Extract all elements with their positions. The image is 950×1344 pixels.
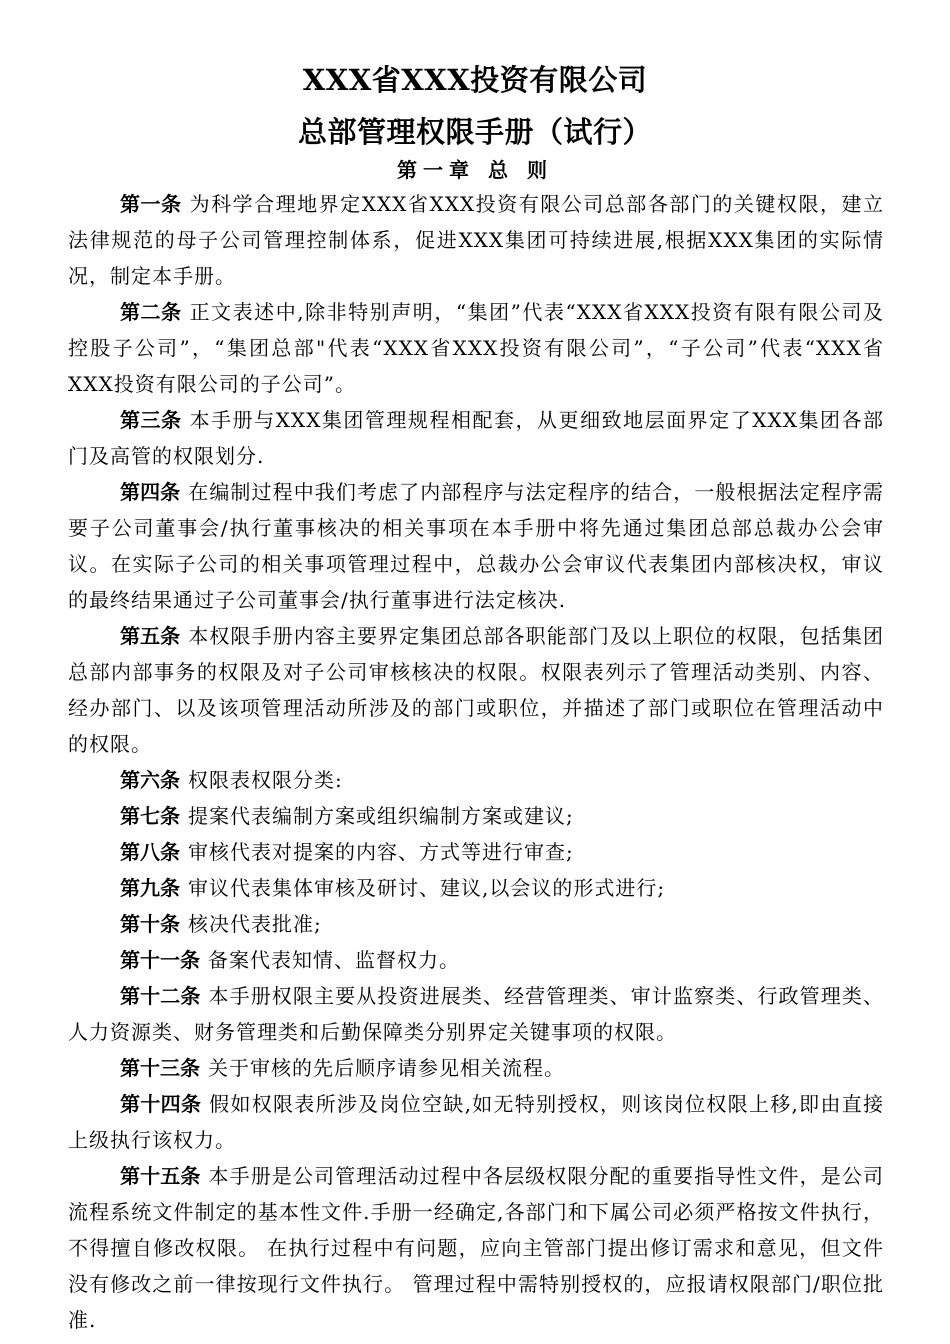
article-11 [68,942,884,978]
article-text: 关于审核的先后顺序请参见相关流程。 [208,1056,565,1080]
article-text: 审议代表集体审核及研讨、建议,以会议的形式进行; [188,876,666,900]
article-text: 本手册是公司管理活动过程中各层级权限分配的重要指导性文件，是公司流程系统文件制定的基本性文件.手册一经确定,各部门和下属公司必须严格按文件执行，不得擅自修改权限。 在执行过程中有问题，应向主管部门提出修订需求和意见，但文件没有修改之前一律按现行文件执行。 管理过程中需特别授权的，应报请权限部门/职位批准. [68,1164,885,1332]
article-label: 第四条 [120,480,181,504]
article-text: 备案代表知情、监督权力。 [208,948,460,972]
article-1 [68,186,884,294]
article-label: 第六条 [120,768,180,792]
article-13 [68,1050,884,1086]
article-12 [68,978,884,1050]
article-text: 本权限手册内容主要界定集团总部各职能部门及以上职位的权限，包括集团总部内部事务的权限及对子公司审核核决的权限。权限表列示了管理活动类别、内容、经办部门、以及该项管理活动所涉及的部门或职位，并描述了部门或职位在管理活动中的权限。 [68,624,885,756]
article-text: 提案代表编制方案或组织编制方案或建议; [188,804,574,828]
article-text: 审核代表对提案的内容、方式等进行审查; [188,840,574,864]
article-text: 权限表权限分类: [188,768,343,792]
article-8 [68,834,884,870]
article-label: 第五条 [120,624,181,648]
article-5 [68,618,884,762]
article-2 [68,294,884,402]
article-label: 第八条 [120,840,180,864]
article-label: 第二条 [120,300,182,324]
article-label: 第十四条 [120,1092,202,1116]
article-text: 正文表述中,除非特别声明，“集团”代表“XXX省XXX投资有限有限公司及控股子公司”，“集团总部"代表“XXX省XXX投资有限公司”，“子公司”代表“XXX省XXX投资有限公司的子公司”。 [68,300,884,396]
article-4 [68,474,884,618]
article-label: 第十条 [120,912,180,936]
document-title-line1: XXX省XXX投资有限公司 [302,63,648,97]
document-title-line2: 总部管理权限手册（试行） [297,115,652,149]
article-7 [68,798,884,834]
article-text: 在编制过程中我们考虑了内部程序与法定程序的结合，一般根据法定程序需要子公司董事会/执行董事核决的相关事项在本手册中将先通过集团总部总裁办公会审议。在实际子公司的相关事项管理过程中，总裁办公会审议代表集团内部核决权，审议的最终结果通过子公司董事会/执行董事进行法定核决. [68,480,885,612]
article-14 [68,1086,884,1158]
article-text: 假如权限表所涉及岗位空缺,如无特别授权，则该岗位权限上移,即由直接上级执行该权力。 [68,1092,885,1152]
article-label: 第十一条 [120,948,200,972]
article-3 [68,402,884,474]
article-label: 第十三条 [120,1056,200,1080]
article-text: 为科学合理地界定XXX省XXX投资有限公司总部各部门的关键权限，建立法律规范的母子公司管理控制体系，促进XXX集团可持续进展,根据XXX集团的实际情况，制定本手册。 [68,192,885,288]
article-text: 本手册权限主要从投资进展类、经营管理类、审计监察类、行政管理类、人力资源类、财务管理类和后勤保障类分别界定关键事项的权限。 [68,984,885,1044]
article-9 [68,870,884,906]
document-body [68,186,884,1338]
article-15 [68,1158,884,1338]
article-label: 第九条 [120,876,180,900]
article-text: 核决代表批准; [188,912,322,936]
article-6 [68,762,884,798]
chapter-heading: 第一章 总 则 [397,158,553,182]
article-label: 第十二条 [120,984,201,1008]
article-text: 本手册与XXX集团管理规程相配套，从更细致地层面界定了XXX集团各部门及高管的权限划分. [68,408,885,468]
article-10 [68,906,884,942]
article-label: 第三条 [120,408,182,432]
article-label: 第一条 [120,192,182,216]
article-label: 第十五条 [120,1164,201,1188]
article-label: 第七条 [120,804,180,828]
